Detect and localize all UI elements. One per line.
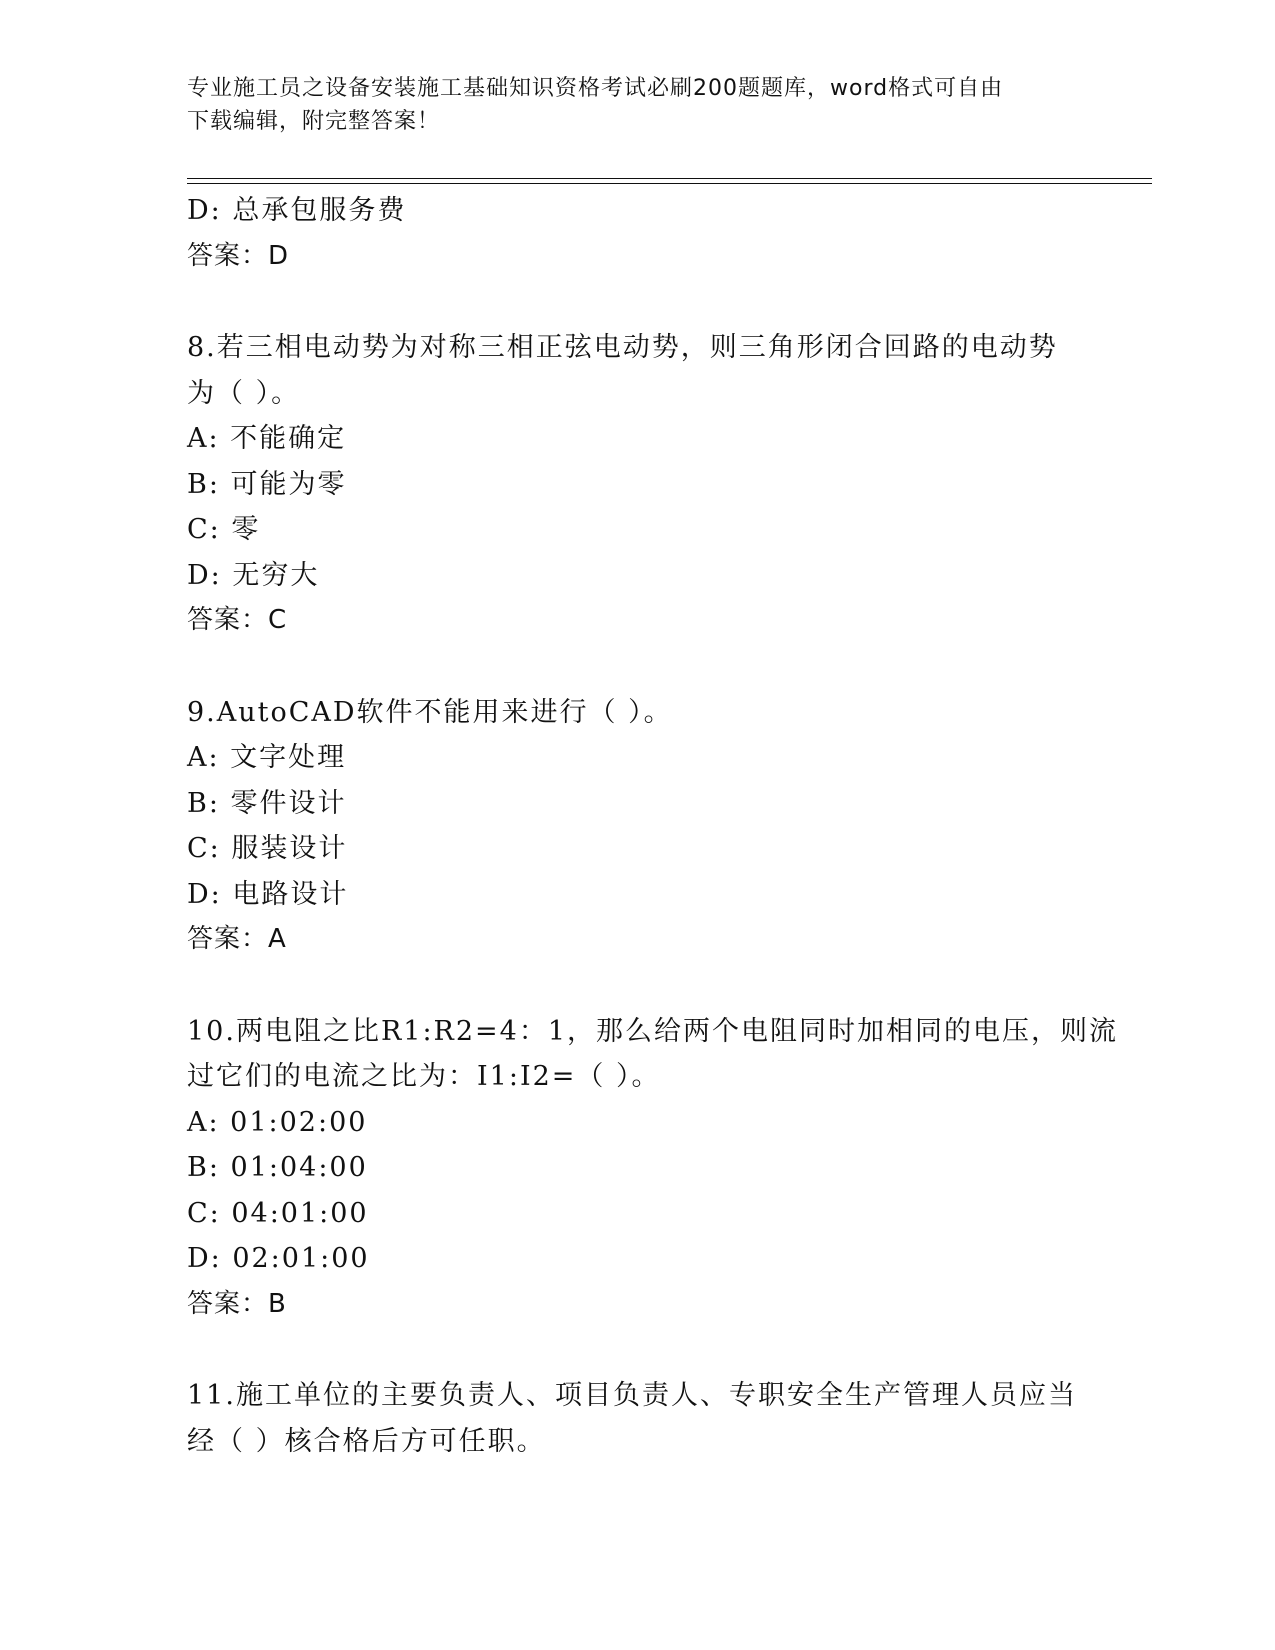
option-d: D: 02:01:00	[187, 1243, 370, 1274]
answer-line: 答案：B	[187, 1288, 287, 1319]
question-list	[187, 188, 1119, 1464]
answer-line: 答案：C	[187, 605, 288, 635]
option-c: C: 04:01:00	[187, 1197, 369, 1229]
option-b: B: 01:04:00	[187, 1152, 368, 1183]
question-9	[187, 690, 1087, 963]
spacer	[187, 1327, 1087, 1373]
option-c: C: 服装设计	[187, 833, 348, 864]
question-stem: 10.两电阻之比R1:R2=4：1，那么给两个电阻同时加相同的电压，则流	[187, 1015, 1119, 1047]
option-a: A: 不能确定	[187, 423, 347, 454]
question-10	[187, 1009, 1119, 1328]
question-stem: 9.AutoCAD软件不能用来进行（ ）。	[187, 696, 673, 728]
spacer	[187, 644, 1087, 690]
question-stem-continued: 经（ ）核合格后方可任职。	[187, 1425, 546, 1457]
option-c: C: 零	[187, 514, 261, 545]
question-stem: 11.施工单位的主要负责人、项目负责人、专职安全生产管理人员应当	[187, 1380, 1077, 1411]
question-stem: 8.若三相电动势为对称三相正弦电动势，则三角形闭合回路的电动势	[187, 332, 1058, 363]
header-line-2: 下载编辑，附完整答案！	[187, 109, 441, 134]
previous-question-tail	[187, 188, 1087, 279]
option-a: A: 01:02:00	[187, 1106, 368, 1138]
question-11	[187, 1373, 1087, 1464]
document-header	[187, 72, 1087, 138]
option-b: B: 可能为零	[187, 468, 347, 500]
answer-line: 答案：D	[187, 240, 290, 271]
spacer	[187, 963, 1087, 1009]
header-rule-bottom	[187, 183, 1152, 184]
option-d: D: 无穷大	[187, 559, 320, 591]
option-a: A: 文字处理	[187, 742, 347, 773]
header-rule-top	[187, 178, 1152, 179]
option-d: D: 总承包服务费	[187, 195, 407, 226]
question-stem-continued: 过它们的电流之比为：I1:I2=（ ）。	[187, 1061, 661, 1092]
header-line-1: 专业施工员之设备安装施工基础知识资格考试必刷200题题库，word格式可自由	[187, 76, 1004, 101]
spacer	[187, 279, 1087, 325]
answer-line: 答案：A	[187, 924, 287, 954]
option-d: D: 电路设计	[187, 878, 349, 910]
question-8	[187, 325, 1087, 644]
option-b: B: 零件设计	[187, 787, 347, 819]
question-stem-continued: 为（ ）。	[187, 377, 301, 409]
